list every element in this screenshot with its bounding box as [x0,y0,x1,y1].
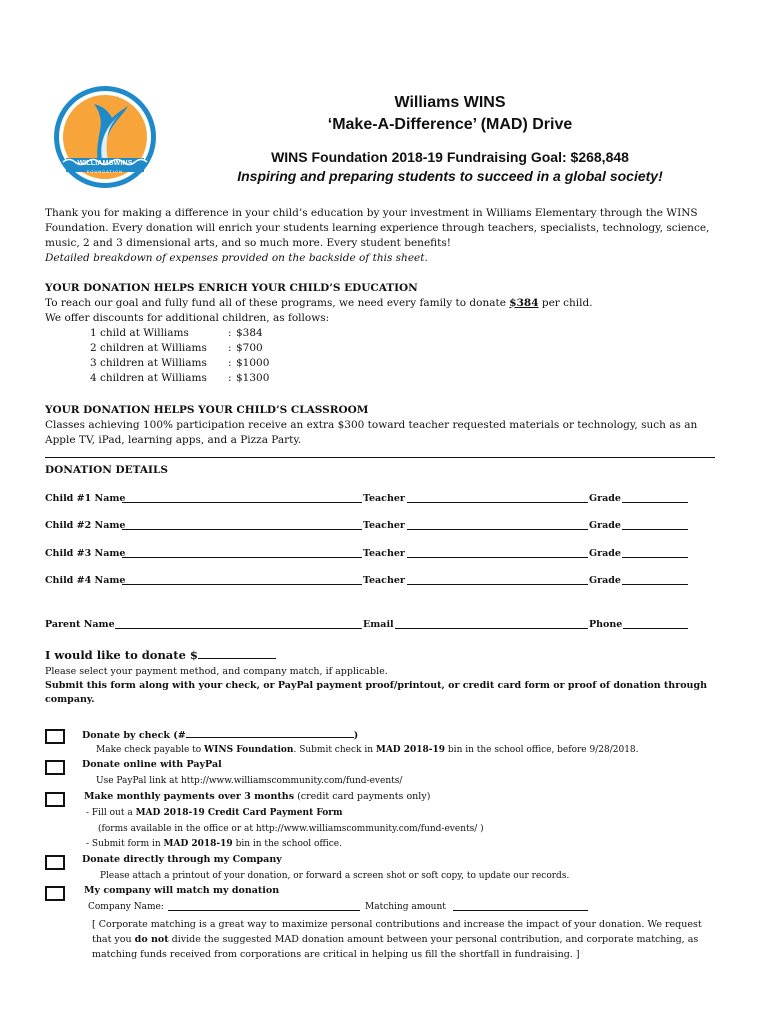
submit-instruction-2: company. [45,694,95,705]
monthly-label: Make monthly payments over 3 months [84,791,295,802]
details-heading: DONATION DETAILS [45,464,168,476]
education-line-2: We offer discounts for additional children, as follows: [45,312,330,324]
paypal-detail: Use PayPal link at http://www.williamscommunity.com/fund-events/ [96,776,403,786]
payment-instruction: Please select your payment method, and company match, if applicable. [45,666,388,677]
discount-sep: : [228,357,232,369]
monthly-step-1-note: (forms available in the office or at http://www.williamscommunity.com/fund-events/ ) [98,824,484,834]
parent-row [45,618,745,632]
check-detail-post: bin in the school office, before 9/28/2018. [445,745,639,755]
match-note-1: [ Corporate matching is a great way to maximize personal contributions and increase the impact of your donation. We request [92,919,702,930]
page-title: Williams WINS [394,94,506,111]
match-note-emphasis: do not [134,934,169,945]
fundraising-goal: WINS Foundation 2018-19 Fundraising Goal: $268,848 [271,149,629,165]
teacher-field[interactable] [407,547,588,558]
logo-subtext: FOUNDATION [86,169,124,174]
intro-line-2: Foundation. Every donation will enrich your students learning experience through teachers, specialists, technology, science, [45,222,710,234]
donate-amount-row [45,647,276,663]
match-note [92,917,732,962]
teacher-label: Teacher [363,548,405,559]
company-name-label: Company Name: [88,902,164,912]
grade-label: Grade [589,575,621,586]
grade-field[interactable] [622,492,688,503]
whale-tail-logo-icon [52,84,158,190]
child-name-field[interactable] [122,547,362,558]
match-option-label: My company will match my donation [84,885,280,896]
monthly-step-2-post: bin in the school office. [232,839,342,849]
match-note-2-post: divide the suggested MAD donation amount between your personal contribution, and corporate matching, as [168,934,699,945]
check-option-label [82,727,358,743]
child-name-label: Child #2 Name [45,520,126,531]
child-name-label: Child #1 Name [45,493,126,504]
intro-note: Detailed breakdown of expenses provided on the backside of this sheet. [45,252,428,264]
education-line-1-post: per child. [538,297,593,309]
monthly-label-post: (credit card payments only) [294,791,431,802]
child-name-label: Child #4 Name [45,575,126,586]
donate-amount-field[interactable] [198,648,276,659]
check-number-field[interactable] [186,727,354,738]
company-option-label: Donate directly through my Company [82,854,282,865]
classroom-line-1: Classes achieving 100% participation receive an extra $300 toward teacher requested materials or technology, such as an [45,419,698,431]
discount-sep: : [228,372,232,384]
match-note-2-pre: that you [92,934,135,945]
teacher-label: Teacher [363,493,405,504]
discount-row [90,356,390,371]
check-detail [96,743,639,757]
intro-line-1: Thank you for making a difference in your child’s education by your investment in Williams Elementary through the WINS [45,207,698,219]
grade-field[interactable] [622,519,688,530]
credit-card-form-name: MAD 2018-19 Credit Card Payment Form [135,808,343,818]
child-row-4 [45,574,745,588]
child-name-field[interactable] [122,492,362,503]
monthly-step-1-pre: - Fill out a [86,808,136,818]
check-bin: MAD 2018-19 [375,745,446,755]
match-note-2 [92,932,732,947]
email-field[interactable] [395,618,588,629]
matching-amount-label: Matching amount [365,902,446,912]
child-row-2 [45,519,745,533]
intro-paragraph [45,206,745,266]
monthly-step-2-pre: - Submit form in [86,839,164,849]
teacher-field[interactable] [407,519,588,530]
parent-name-field[interactable] [115,618,362,629]
monthly-bin: MAD 2018-19 [163,839,233,849]
child-row-3 [45,547,745,561]
checkbox-monthly-payments[interactable] [45,792,65,807]
match-note-3: matching funds received from corporations are critical in helping us fill the shortfall in fundraising. ] [92,949,580,960]
classroom-line-2: Apple TV, iPad, learning apps, and a Pizza Party. [45,434,302,446]
donate-amount-label: I would like to donate $ [45,648,198,662]
grade-label: Grade [589,520,621,531]
grade-field[interactable] [622,547,688,558]
paypal-option-label: Donate online with PayPal [82,759,222,770]
match-fields-row [88,900,708,914]
discount-row [90,326,390,341]
phone-field[interactable] [623,618,688,629]
discount-label: 2 children at Williams [90,342,207,354]
discount-amount: $1300 [236,372,270,384]
education-line-1 [45,296,745,311]
discount-label: 3 children at Williams [90,357,207,369]
check-label-pre: Donate by check (# [82,730,186,741]
monthly-option-label [84,790,430,804]
grade-label: Grade [589,493,621,504]
check-label-post: ) [353,730,359,741]
teacher-label: Teacher [363,575,405,586]
education-heading: YOUR DONATION HELPS ENRICH YOUR CHILD’S EDUCATION [45,282,418,294]
page-subtitle: ‘Make-A-Difference’ (MAD) Drive [327,116,573,133]
child-row-1 [45,492,745,506]
company-name-field[interactable] [168,900,360,911]
section-divider [45,457,715,458]
checkbox-donate-by-check[interactable] [45,729,65,744]
wins-logo [52,84,158,190]
company-detail: Please attach a printout of your donation, or forward a screen shot or soft copy, to update our records. [100,871,570,881]
discount-sep: : [228,327,232,339]
matching-amount-field[interactable] [453,900,588,911]
education-line-1-text: To reach our goal and fully fund all of these programs, we need every family to donate [45,297,510,309]
per-child-amount: $384 [509,297,539,309]
discount-amount: $384 [236,327,263,339]
teacher-field[interactable] [407,492,588,503]
classroom-section [45,403,745,448]
grade-label: Grade [589,548,621,559]
logo-text: WILLIAMSWINS [77,160,133,167]
child-name-label: Child #3 Name [45,548,126,559]
submit-instruction-1: Submit this form along with your check, or PayPal payment proof/printout, or credit card form or proof of donation through [45,680,708,691]
check-payee: WINS Foundation [204,745,294,755]
intro-line-3: music, 2 and 3 dimensional arts, and so much more. Every student benefits! [45,237,451,249]
teacher-label: Teacher [363,520,405,531]
monthly-step-1 [86,806,343,820]
checkbox-company-donation[interactable] [45,855,65,870]
discount-row [90,341,390,356]
grade-field[interactable] [622,574,688,585]
phone-label: Phone [589,619,623,630]
checkbox-company-match[interactable] [45,886,65,901]
discount-label: 1 child at Williams [90,327,189,339]
child-name-field[interactable] [122,574,362,585]
education-section [45,281,745,326]
discount-row [90,371,390,386]
discount-amount: $1000 [236,357,270,369]
email-label: Email [363,619,394,630]
check-detail-pre: Make check payable to [96,745,205,755]
donate-instructions [45,665,745,707]
discount-amount: $700 [236,342,263,354]
discount-label: 4 children at Williams [90,372,207,384]
checkbox-paypal[interactable] [45,760,65,775]
teacher-field[interactable] [407,574,588,585]
child-name-field[interactable] [122,519,362,530]
discount-sep: : [228,342,232,354]
tagline: Inspiring and preparing students to succeed in a global society! [237,168,663,184]
classroom-heading: YOUR DONATION HELPS YOUR CHILD’S CLASSROOM [45,404,369,416]
check-detail-mid: . Submit check in [293,745,376,755]
discount-table [90,326,390,386]
parent-name-label: Parent Name [45,619,115,630]
monthly-step-2 [86,837,342,851]
